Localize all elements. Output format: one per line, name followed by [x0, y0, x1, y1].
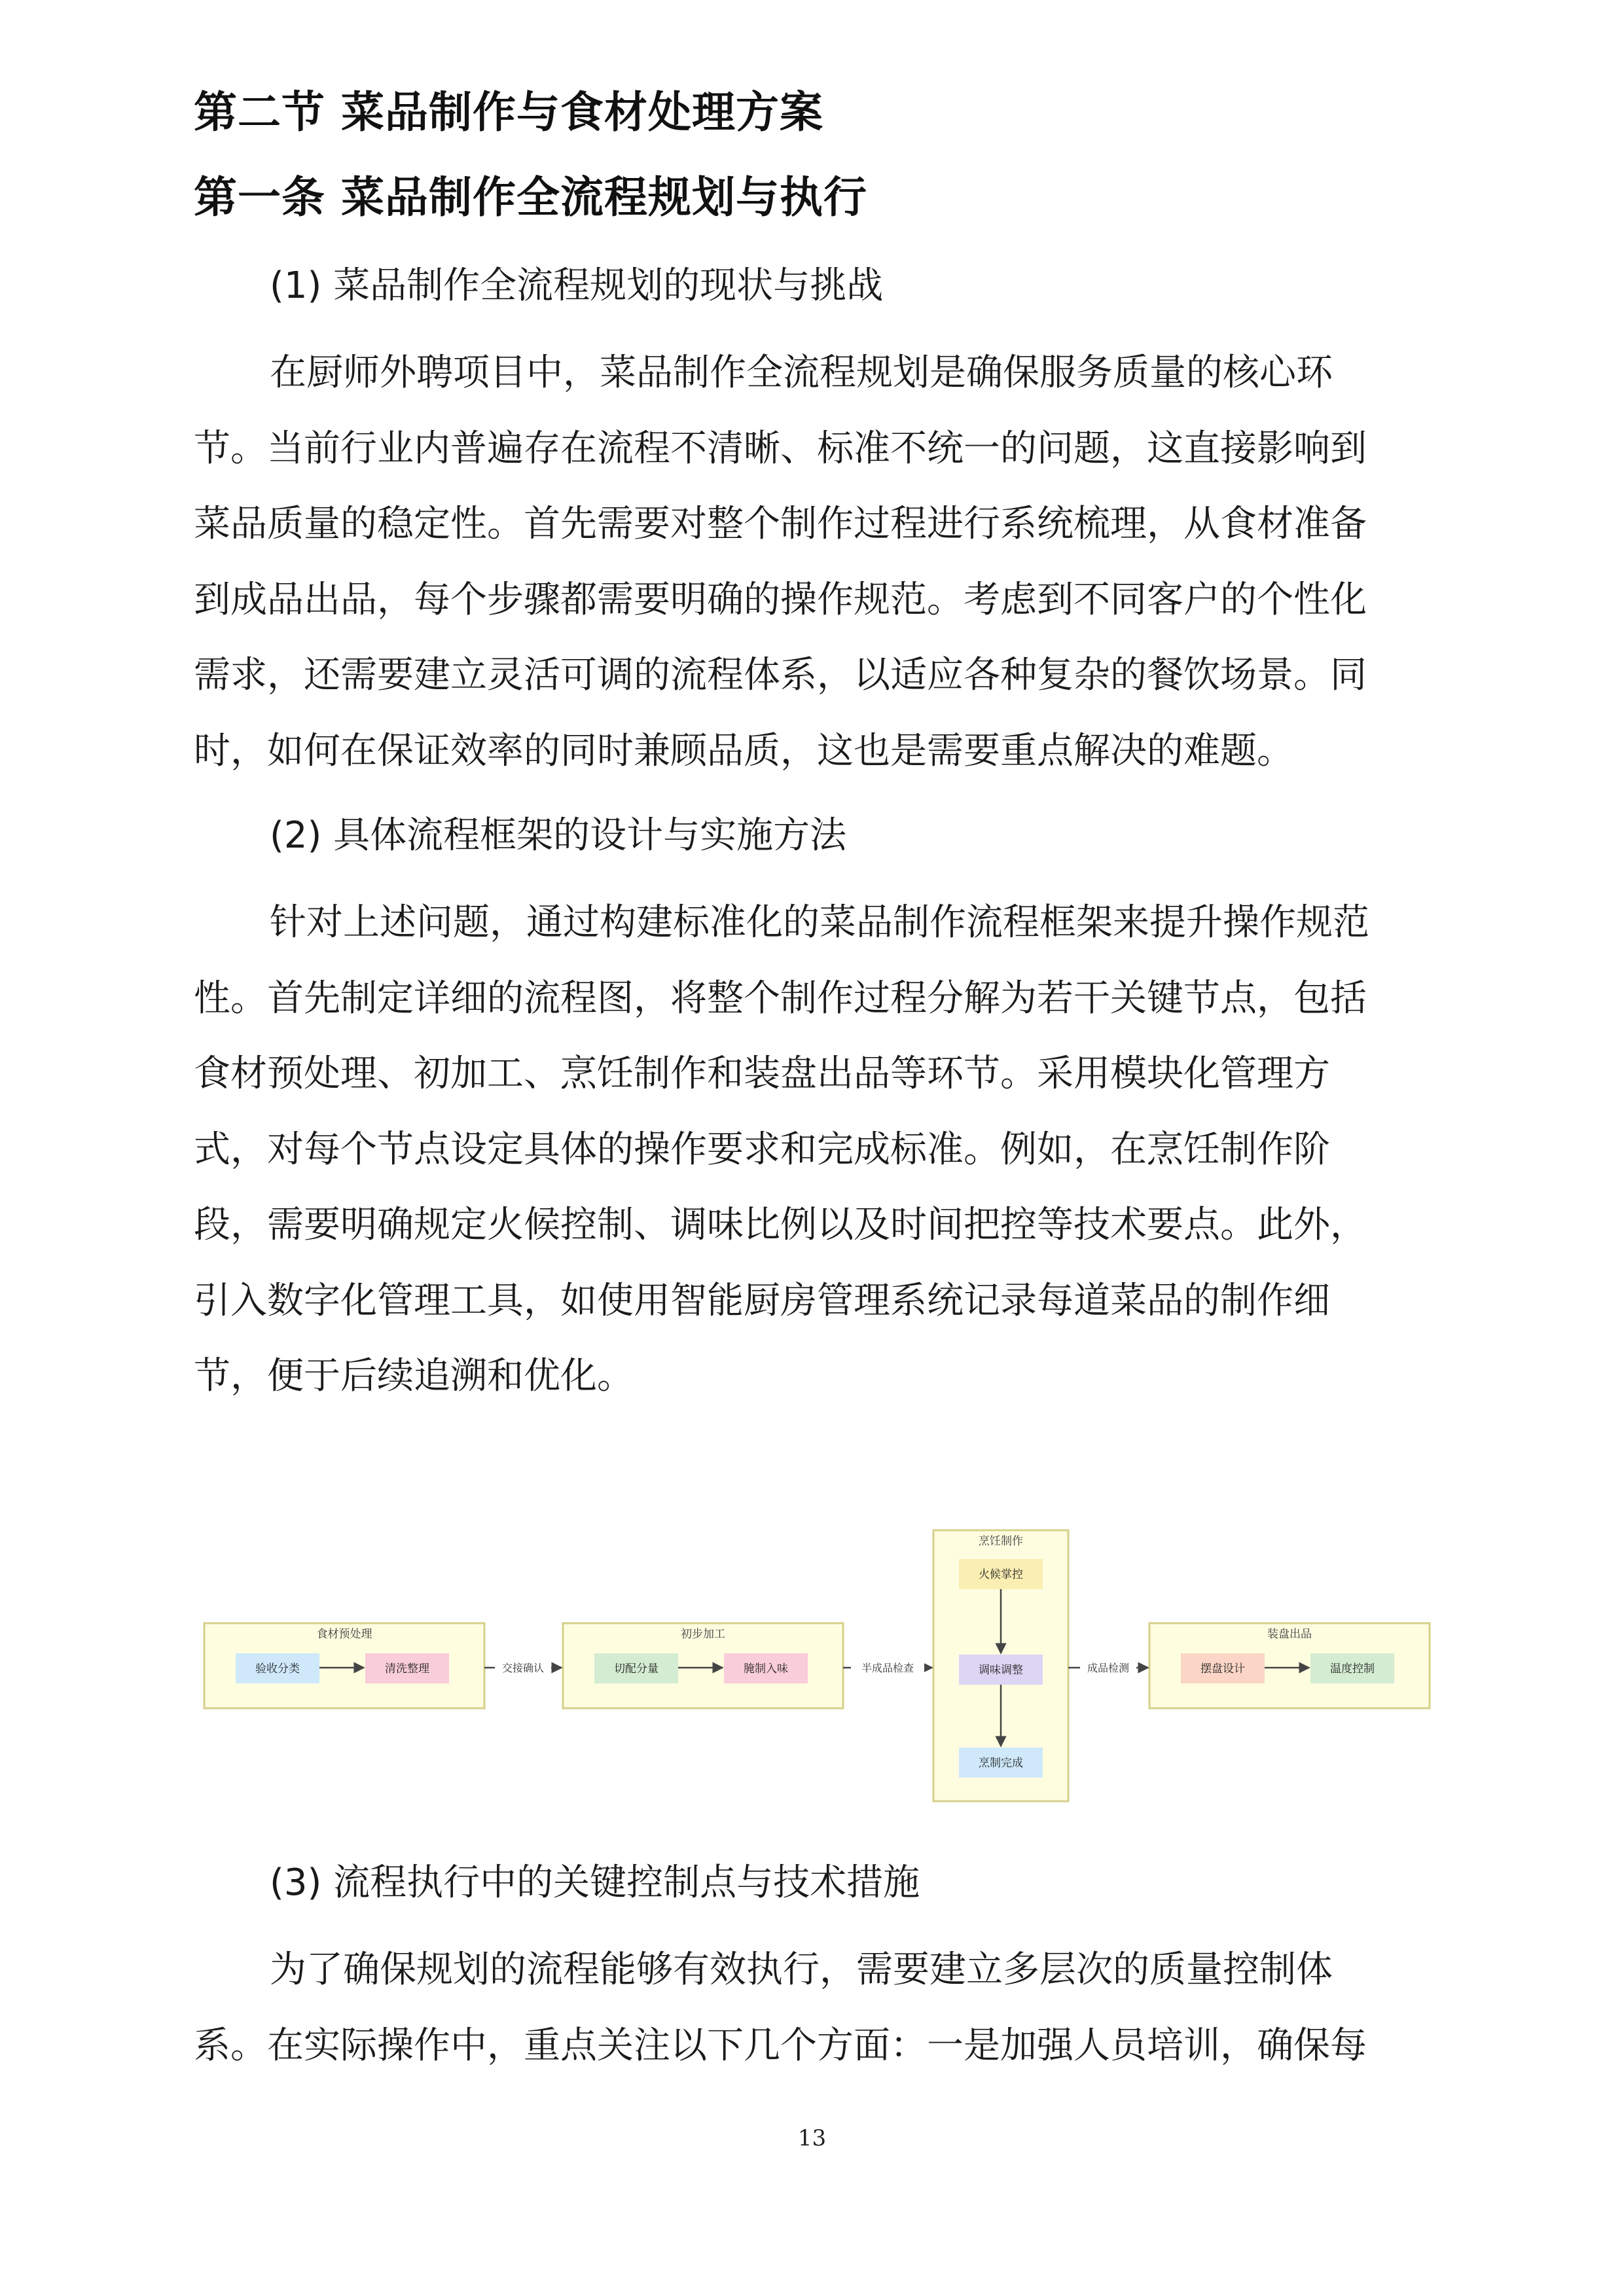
- paragraph-3: [194, 1932, 1437, 2083]
- edge-label-handover: 交接确认: [501, 1662, 545, 1674]
- paragraph-line: 性。首先制定详细的流程图，将整个制作过程分解为若干关键节点，包括: [194, 977, 1367, 1020]
- article-title: 第一条 菜品制作全流程规划与执行: [194, 172, 867, 223]
- node-label: 调味调整: [979, 1664, 1023, 1677]
- paragraph-line: 式，对每个节点设定具体的操作要求和完成标准。例如，在烹饪制作阶: [194, 1128, 1330, 1171]
- group-label: 食材预处理: [316, 1628, 372, 1641]
- node-label: 温度控制: [1330, 1662, 1375, 1676]
- node-heat: [959, 1559, 1043, 1589]
- subsection-title: 菜品制作全流程规划的现状与挑战: [333, 264, 884, 307]
- paragraph-1: [194, 335, 1437, 789]
- section-title: 第二节 菜品制作与食材处理方案: [194, 87, 823, 137]
- node-label: 验收分类: [255, 1662, 300, 1676]
- paragraph-line: 系。在实际操作中，重点关注以下几个方面：一是加强人员培训，确保每: [194, 2024, 1367, 2067]
- edge-label-semi-check: 半成品检查: [861, 1662, 914, 1674]
- group-label: 初步加工: [681, 1628, 725, 1641]
- group-label: 装盘出品: [1267, 1628, 1312, 1641]
- paragraph-line: 引入数字化管理工具，如使用智能厨房管理系统记录每道菜品的制作细: [194, 1279, 1330, 1322]
- page-number: 13: [797, 2125, 827, 2151]
- paragraph-line: 在厨师外聘项目中，菜品制作全流程规划是确保服务质量的核心环: [270, 351, 1333, 394]
- paragraph-2: [194, 885, 1437, 1414]
- subsection-heading-3: [270, 1854, 920, 1906]
- paragraph-line: 为了确保规划的流程能够有效执行，需要建立多层次的质量控制体: [270, 1948, 1333, 1991]
- node-label: 烹制完成: [979, 1757, 1023, 1770]
- paragraph-line: 菜品质量的稳定性。首先需要对整个制作过程进行系统梳理，从食材准备: [194, 503, 1367, 545]
- group-label: 烹饪制作: [979, 1535, 1023, 1548]
- node-label: 清洗整理: [385, 1662, 429, 1676]
- paragraph-line: 到成品出品，每个步骤都需要明确的操作规范。考虑到不同客户的个性化: [194, 578, 1367, 621]
- paragraph-line: 节，便于后续追溯和优化。: [194, 1355, 634, 1397]
- subsection-number: (1): [270, 264, 322, 307]
- node-season: [959, 1655, 1043, 1685]
- node-wash: [365, 1653, 449, 1683]
- subsection-number: (2): [270, 814, 322, 857]
- node-label: 腌制入味: [744, 1662, 788, 1676]
- paragraph-line: 需求，还需要建立灵活可调的流程体系，以适应各种复杂的餐饮场景。同: [194, 654, 1367, 696]
- subsection-title: 具体流程框架的设计与实施方法: [333, 814, 847, 857]
- node-label: 切配分量: [614, 1662, 659, 1676]
- subsection-number: (3): [270, 1861, 322, 1904]
- node-receive: [236, 1653, 319, 1683]
- node-plate-design: [1181, 1653, 1265, 1683]
- paragraph-line: 段，需要明确规定火候控制、调味比例以及时间把控等技术要点。此外，: [194, 1204, 1367, 1246]
- node-label: 摆盘设计: [1200, 1662, 1245, 1676]
- paragraph-line: 食材预处理、初加工、烹饪制作和装盘出品等环节。采用模块化管理方: [194, 1052, 1330, 1095]
- paragraph-line: 针对上述问题，通过构建标准化的菜品制作流程框架来提升操作规范: [270, 901, 1369, 944]
- subsection-title: 流程执行中的关键控制点与技术措施: [333, 1861, 920, 1904]
- process-flow-diagram: [196, 1525, 1440, 1813]
- node-label: 火候掌控: [979, 1568, 1023, 1581]
- node-temp: [1310, 1653, 1394, 1683]
- paragraph-line: 时，如何在保证效率的同时兼顾品质，这也是需要重点解决的难题。: [194, 729, 1293, 772]
- subsection-heading-1: [270, 257, 883, 309]
- paragraph-line: 节。当前行业内普遍存在流程不清晰、标准不统一的问题，这直接影响到: [194, 427, 1367, 470]
- node-cut: [594, 1653, 678, 1683]
- subsection-heading-2: [270, 806, 846, 859]
- node-done: [959, 1748, 1043, 1778]
- node-marinate: [724, 1653, 808, 1683]
- edge-label-final-check: 成品检测: [1087, 1662, 1130, 1674]
